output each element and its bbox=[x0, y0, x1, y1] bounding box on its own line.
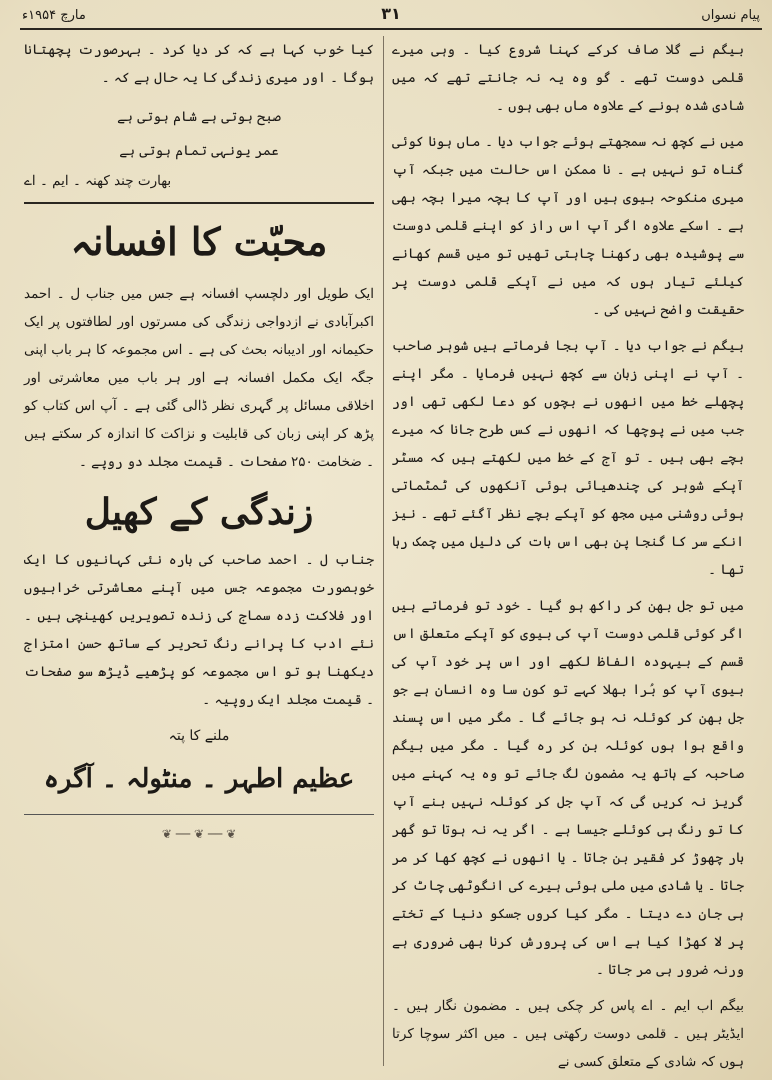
header-rule bbox=[20, 28, 762, 30]
story-paragraph-3: بیگم نے جواب دیا ۔ آپ بجا فرماتے ہیں شوہر صاحب ۔ آپ نے اپنی زبان سے کچھ نہیں فرمایا ۔ مگر اپنے پچھلے خط میں انھوں نے بچوں کو دعا لکھی تھی اور جب میں نے پوچھا کہ انھوں نے کس طرح جانا کہ میرے بچے بھی ہیں ۔ تو آج کے خط میں لکھتے ہیں کہ مسٹر آپکے شوہر کی چندھیائی ہوئی آنکھوں کی ٹمٹماتی ہوئی روشنی میں مجھ کو آپکے بچے نظر آگئے تھے ۔ نیز انکے سر کا گنجا پن بھی اس بات کی دلیل میں چمک رہا تھا ۔ bbox=[392, 338, 744, 578]
poem-verse-1: صبح ہوتی ہے شام ہوتی ہے bbox=[117, 109, 281, 125]
ad-body-zindagi: جناب ل ۔ احمد صاحب کی بارہ نئی کہانیوں کا ایک خوبصورت مجموعہ جس میں آپنے معاشرتی خرابیوں اور فلاکت زدہ سماج کی زندہ تصویریں کھینچی ہیں ۔ نئے ادب کا پرانے رنگ تحریر کے ساتھ حسن امتزاج دیکھنا ہو تو اس مجموعہ کو پڑھیے ڈیڑھ سو صفحات ۔ قیمت مجلد ایک روپیہ ۔ bbox=[24, 552, 374, 708]
ad-body-mohabbat: ایک طویل اور دلچسپ افسانہ ہے جس میں جناب ل ۔ احمد اکبرآبادی نے ازدواجی زندگی کی مسرتوں اور لطافتوں پر ایک حکیمانہ اور ادیبانہ بحث کی ہے ۔ اس مجموعہ کا ہر باب اپنی جگہ ایک مکمل افسانہ ہے اور ہر باب میں معاشرتی اور اخلاقی مسائل پر گہری نظر ڈالی گئی ہے ۔ آپ اس کتاب کو پڑھ کر اپنی زبان کی قابلیت و نزاکت کا اندازہ کر سکتے ہیں ۔ ضخامت ۲۵۰ صفحات ۔ قیمت مجلد دو روپے ۔ bbox=[24, 286, 374, 470]
ornament-divider: ❦ ── ❦ ── ❦ bbox=[161, 827, 237, 841]
ad-title-mohabbat: محبّت کا افسانہ bbox=[70, 219, 328, 264]
poem-couplet bbox=[24, 100, 374, 168]
footer-rule bbox=[24, 814, 374, 815]
ad-title-zindagi: زندگی کے کھیل bbox=[84, 491, 314, 533]
publisher-address: عظیم اطہر ۔ منٹولہ ۔ آگرہ bbox=[43, 764, 355, 794]
story-paragraph-5: بیگم اب ایم ۔ اے پاس کر چکی ہیں ۔ مضمون نگار ہیں ۔ ایڈیٹر ہیں ۔ قلمی دوست رکھتی ہیں ۔ میں اکثر سوچا کرتا ہوں کہ شادی کے متعلق کسی نے bbox=[392, 998, 744, 1070]
address-label: ملنے کا پتہ bbox=[168, 728, 230, 744]
ads-column bbox=[24, 36, 374, 843]
story-column bbox=[392, 36, 744, 1080]
story-paragraph-2: میں نے کچھ نہ سمجھتے ہوئے جواب دیا ۔ ماں ہونا کوئی گناہ تو نہیں ہے ۔ نا ممکن اس حالت میں جبکہ آپ میری منکوحہ بیوی ہیں اور آپ کا بچہ میرا بچہ بھی ہے ۔ اسکے علاوہ اگر آپ اس راز کو اپنے قلمی دوست سے پوشیدہ بھی رکھنا چاہتی تھیں تو میں قسم کھانے کیلئے تیار ہوں کہ میں نے آپکے قلمی دوست پر حقیقت واضح نہیں کی ۔ bbox=[392, 134, 744, 318]
magazine-title: پیام نسواں bbox=[701, 8, 760, 23]
section-rule bbox=[24, 202, 374, 204]
page-number: ۳۱ bbox=[381, 4, 401, 23]
page-header bbox=[22, 4, 760, 30]
author-credit: بھارت چند کھنہ ۔ ایم ۔ اے bbox=[24, 173, 172, 189]
story-paragraph-1: بیگم نے گلا صاف کرکے کہنا شروع کیا ۔ وہی میرے قلمی دوست تھے ۔ گو وہ یہ نہ جانتے تھے کہ میں شادی شدہ ہونے کے علاوہ ماں بھی ہوں ۔ bbox=[392, 42, 744, 114]
column-divider bbox=[383, 36, 384, 1066]
issue-date: مارچ ۱۹۵۴ء bbox=[22, 8, 86, 23]
story-paragraph-4: میں تو جل بھن کر راکھ ہو گیا ۔ خود تو فرماتے ہیں اگر کوئی قلمی دوست آپ کی بیوی کو آپکے متعلق اس قسم کے بیہودہ الفاظ لکھے اور اس پر خود آپ کی بیوی آپ کو بُرا بھلا کہے تو کون سا وہ انسان ہے جو جل بھن کر کوئلہ نہ ہو جائے گا ۔ مگر میں اس پسند واقع ہوا ہوں کوئلہ بن کر رہ گیا ۔ مگر میں بیگم صاحبہ کے ہاتھ یہ مضمون لگ جائے تو وہ یہ کہنے میں گریز نہ کریں گی کہ آپ جل کر کوئلہ نہیں بنے آپ کا تو رنگ ہی کوئلے جیسا ہے ۔ اگر یہ نہ ہوتا تو گھر بار چھوڑ کر فقیر بن جاتا ۔ یا انھوں نے کچھ کھا کر مر جاتا ۔ یا شادی میں ملی ہوئی ہیرے کی انگوٹھی چاٹ کر ہی جان دے دیتا ۔ مگر کیا کروں جسکو دنیا کے تختے پر لا کھڑا کیا ہے اس کی پرورش کرنا بھی ضروری ہے ورنہ ضرور ہی مر جاتا ۔ bbox=[392, 598, 744, 978]
story-ending: کیا خوب کہا ہے کہ کر دیا کرد ۔ بہرصورت پچھتانا ہوگا ۔ اور میری زندگی کا یہ حال ہے کہ ۔ bbox=[24, 42, 374, 86]
poem-verse-2: عمر یونہی تمام ہوتی ہے bbox=[119, 143, 279, 159]
